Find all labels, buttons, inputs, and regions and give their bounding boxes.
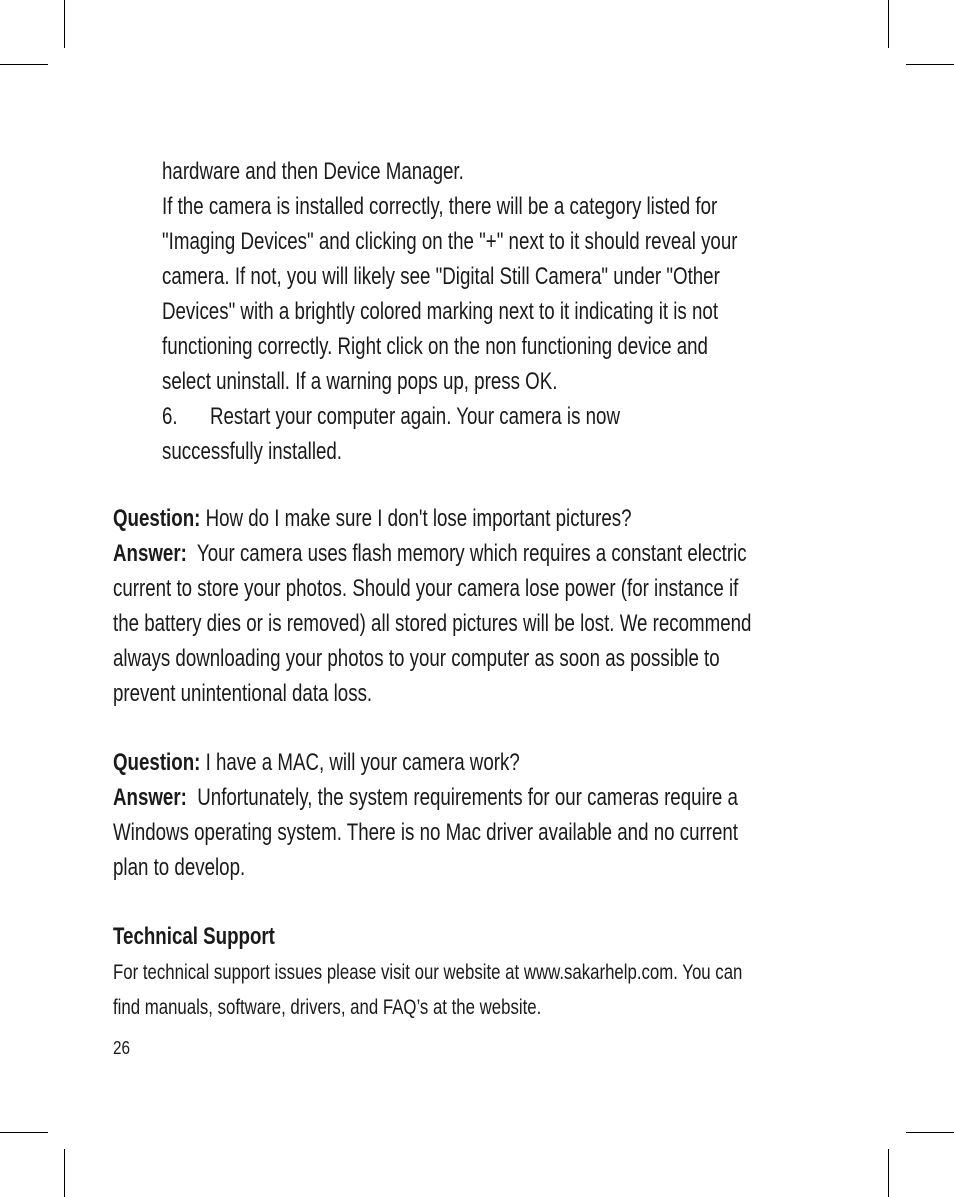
answer-line: the battery dies or is removed) all stored pictures will be lost. We recommend: [113, 610, 752, 637]
answer-label: Answer:: [113, 540, 187, 567]
step-line: camera. If not, you will likely see "Digital Still Camera" under "Other: [162, 263, 720, 290]
step-line: "Imaging Devices" and clicking on the "+" next to it should reveal your: [162, 228, 738, 255]
crop-mark-top-left-horizontal: [0, 64, 48, 65]
question: [113, 745, 520, 780]
answer-line: always downloading your photos to your computer as soon as possible to: [113, 645, 720, 672]
support-line: For technical support issues please visit our website at www.sakarhelp.com. You can: [113, 961, 743, 984]
step-line: functioning correctly. Right click on the non functioning device and: [162, 333, 708, 360]
crop-mark-bottom-left-horizontal: [0, 1132, 48, 1133]
page-number: 26: [113, 1038, 131, 1058]
question-label: Question:: [113, 749, 201, 776]
answer-line: plan to develop.: [113, 854, 246, 881]
answer: [113, 536, 747, 571]
question: [113, 501, 632, 536]
crop-mark-top-right-vertical: [888, 0, 889, 48]
step-line: select uninstall. If a warning pops up, press OK.: [162, 368, 558, 395]
crop-mark-top-right-horizontal: [906, 64, 954, 65]
answer-text: Your camera uses flash memory which requires a constant electric: [196, 540, 747, 567]
step-line: Devices" with a brightly colored marking next to it indicating it is not: [162, 298, 719, 325]
step-line: hardware and then Device Manager.: [162, 158, 464, 185]
answer-text: Unfortunately, the system requirements for our cameras require a: [197, 784, 738, 811]
answer: [113, 780, 738, 815]
step-number: 6.: [162, 403, 178, 430]
question-text: I have a MAC, will your camera work?: [205, 749, 520, 776]
support-line: find manuals, software, drivers, and FAQ’s at the website.: [113, 996, 542, 1019]
crop-mark-top-left-vertical: [64, 0, 65, 48]
answer-line: Windows operating system. There is no Mac driver available and no current: [113, 819, 738, 846]
answer-line: prevent unintentional data loss.: [113, 680, 373, 707]
crop-mark-bottom-right-horizontal: [906, 1132, 954, 1133]
answer-line: current to store your photos. Should your camera lose power (for instance if: [113, 575, 739, 602]
question-label: Question:: [113, 505, 201, 532]
crop-mark-bottom-left-vertical: [64, 1149, 65, 1197]
crop-mark-bottom-right-vertical: [888, 1149, 889, 1197]
step-text-continued: successfully installed.: [162, 438, 342, 465]
section-heading: Technical Support: [113, 923, 275, 950]
answer-label: Answer:: [113, 784, 187, 811]
question-text: How do I make sure I don't lose important pictures?: [205, 505, 632, 532]
step-text: Restart your computer again. Your camera is now: [210, 403, 620, 430]
step-line: If the camera is installed correctly, there will be a category listed for: [162, 193, 718, 220]
